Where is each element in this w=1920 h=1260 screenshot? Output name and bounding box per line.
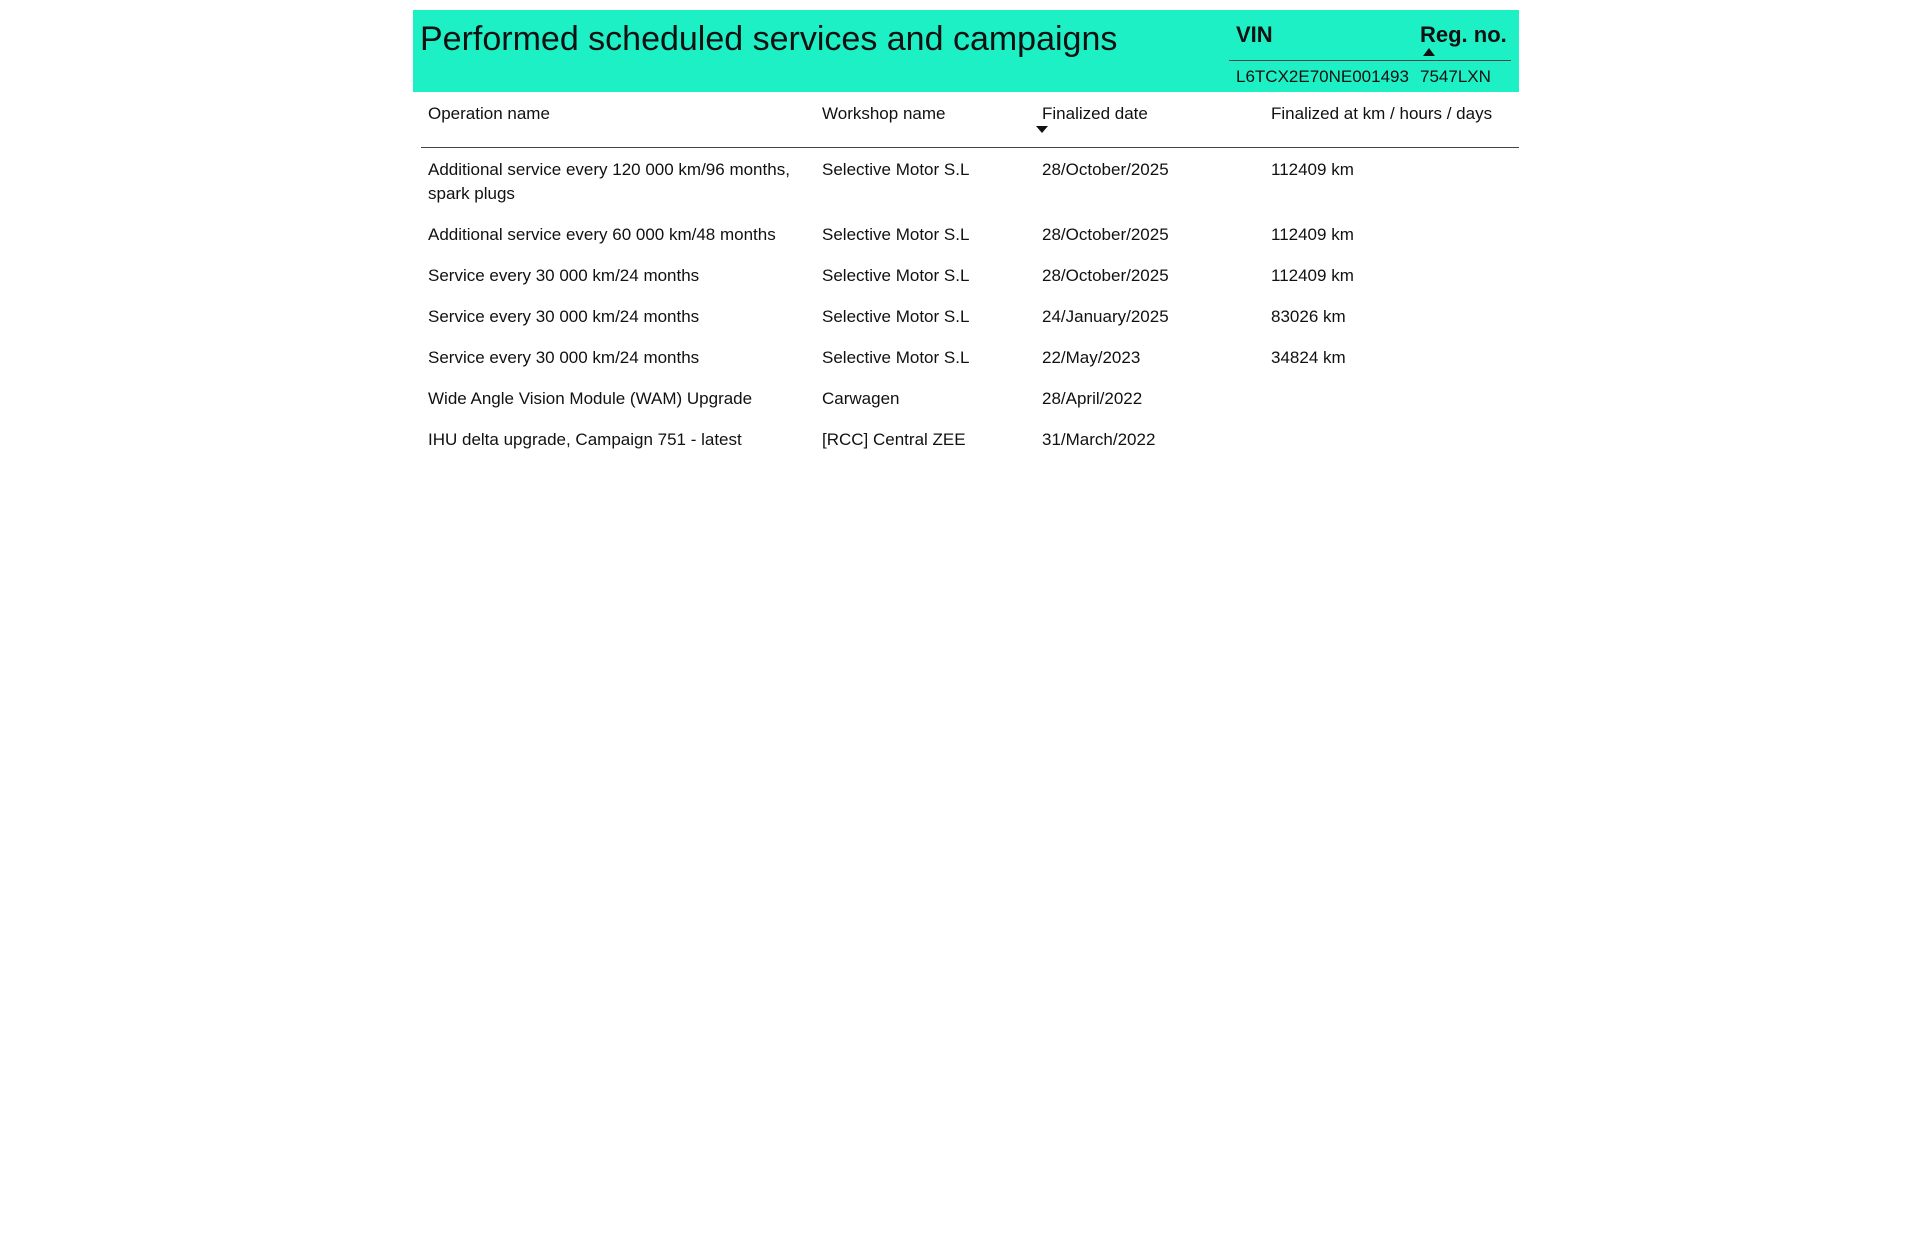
workshop-name-cell: Selective Motor S.L [822, 266, 970, 285]
table-body [421, 148, 1519, 452]
operation-name-cell: Service every 30 000 km/24 months [428, 348, 700, 367]
report-header [413, 10, 1519, 92]
table-row [421, 305, 1519, 329]
table-row [421, 223, 1519, 247]
column-header-finalized-date[interactable]: Finalized date [1042, 104, 1148, 123]
workshop-name-cell: Selective Motor S.L [822, 348, 970, 367]
vin-value: L6TCX2E70NE001493 [1236, 67, 1409, 86]
sort-ascending-icon[interactable] [1423, 48, 1435, 56]
workshop-name-cell: Selective Motor S.L [822, 307, 970, 326]
finalized-at-cell: 112409 km [1271, 160, 1354, 179]
finalized-date-cell: 28/October/2025 [1042, 160, 1169, 179]
operation-name-cell: Additional service every 60 000 km/48 months [428, 225, 776, 244]
table-row [421, 158, 1519, 206]
sort-descending-icon[interactable] [1036, 126, 1048, 133]
workshop-name-cell: Selective Motor S.L [822, 225, 970, 244]
finalized-at-cell: 34824 km [1271, 348, 1346, 367]
table-row [421, 346, 1519, 370]
table-row [421, 387, 1519, 411]
operation-name-cell: Service every 30 000 km/24 months [428, 266, 700, 285]
finalized-date-cell: 22/May/2023 [1042, 348, 1141, 367]
finalized-date-cell: 28/October/2025 [1042, 225, 1169, 244]
services-report [413, 10, 1519, 469]
page-title: Performed scheduled services and campaigns [420, 20, 1118, 58]
workshop-name-cell: Carwagen [822, 389, 900, 408]
column-header-operation-name[interactable]: Operation name [428, 104, 550, 123]
vin-label: VIN [1236, 22, 1273, 47]
table-row [421, 428, 1519, 452]
finalized-date-cell: 28/October/2025 [1042, 266, 1169, 285]
column-header-workshop-name[interactable]: Workshop name [822, 104, 946, 123]
operation-name-cell: Wide Angle Vision Module (WAM) Upgrade [428, 389, 753, 408]
workshop-name-cell: Selective Motor S.L [822, 160, 970, 179]
reg-no-column-header[interactable]: Reg. no. [1420, 22, 1507, 47]
finalized-at-cell: 112409 km [1271, 225, 1354, 244]
table-header [421, 92, 1519, 148]
operation-name-cell: IHU delta upgrade, Campaign 751 - latest [428, 430, 742, 449]
finalized-at-cell: 112409 km [1271, 266, 1354, 285]
finalized-date-cell: 28/April/2022 [1042, 389, 1143, 408]
divider [1229, 60, 1511, 61]
column-header-finalized-at[interactable]: Finalized at km / hours / days [1271, 104, 1493, 123]
finalized-date-cell: 24/January/2025 [1042, 307, 1169, 326]
table-row [421, 264, 1519, 288]
reg-no-value: 7547LXN [1420, 67, 1491, 86]
finalized-date-cell: 31/March/2022 [1042, 430, 1156, 449]
finalized-at-cell: 83026 km [1271, 307, 1346, 326]
operation-name-cell: Service every 30 000 km/24 months [428, 307, 700, 326]
workshop-name-cell: [RCC] Central ZEE [822, 430, 966, 449]
operation-name-cell: Additional service every 120 000 km/96 months, spark plugs [428, 160, 790, 203]
